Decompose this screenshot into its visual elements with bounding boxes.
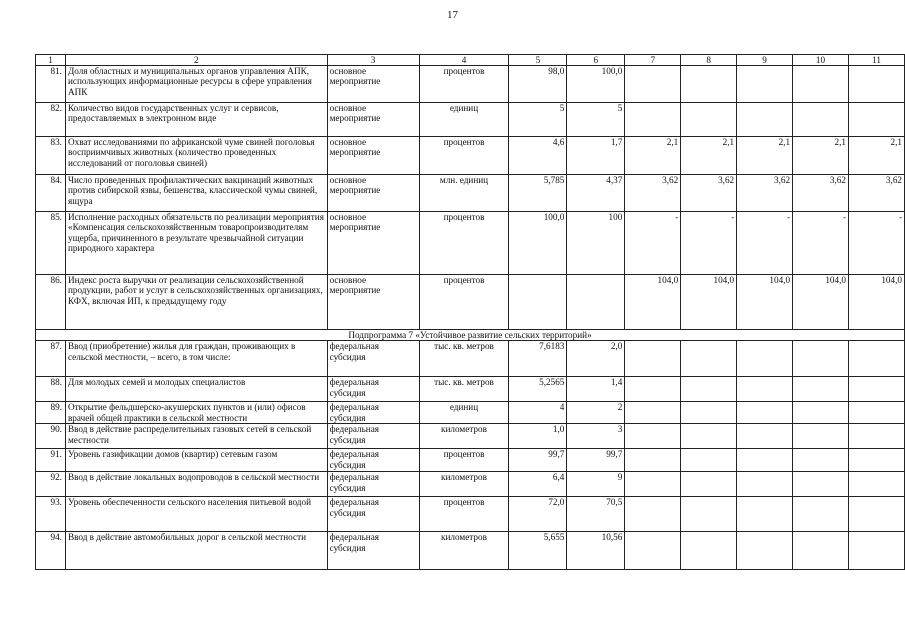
value-col-10 <box>793 103 849 137</box>
value-col-10: 2,1 <box>793 137 849 175</box>
row-number: 85. <box>36 212 66 275</box>
value-col-7: - <box>625 212 681 275</box>
value-col-9 <box>737 424 793 449</box>
indicator-name: Ввод в действие локальных водопроводов в сельской местности <box>65 472 327 497</box>
unit: процентов <box>419 449 509 472</box>
page-number: 17 <box>447 9 458 21</box>
value-col-11 <box>848 377 904 402</box>
indicator-name: Ввод в действие автомобильных дорог в сельской местности <box>65 532 327 570</box>
value-col-5: 6,4 <box>509 472 567 497</box>
indicator-name: Для молодых семей и молодых специалистов <box>65 377 327 402</box>
value-col-8: 3,62 <box>681 175 737 212</box>
value-col-5: 4 <box>509 402 567 424</box>
row-number: 86. <box>36 275 66 330</box>
unit: километров <box>419 424 509 449</box>
value-col-8 <box>681 377 737 402</box>
value-col-5: 100,0 <box>509 212 567 275</box>
value-col-9 <box>737 449 793 472</box>
table-row <box>36 341 905 377</box>
indicator-name: Доля областных и муниципальных органов управления АПК, использующих информационные ресурсы в сфере управления АПК <box>65 66 327 103</box>
value-col-8 <box>681 341 737 377</box>
value-col-10 <box>793 532 849 570</box>
row-number: 88. <box>36 377 66 402</box>
value-col-9: 2,1 <box>737 137 793 175</box>
value-col-8 <box>681 103 737 137</box>
indicator-name: Число проведенных профилактических вакцинаций животных против сибирской язвы, бешенства, классической чумы свиней, ящура <box>65 175 327 212</box>
value-col-6: 10,56 <box>567 532 625 570</box>
table-row <box>36 377 905 402</box>
measure-type: федеральная субсидия <box>327 449 419 472</box>
value-col-11 <box>848 402 904 424</box>
table-row <box>36 424 905 449</box>
indicators-table <box>35 54 905 570</box>
value-col-10 <box>793 341 849 377</box>
value-col-5: 72,0 <box>509 497 567 532</box>
header-cell: 7 <box>625 55 681 66</box>
value-col-5: 99,7 <box>509 449 567 472</box>
value-col-9: - <box>737 212 793 275</box>
header-cell: 6 <box>567 55 625 66</box>
value-col-5 <box>509 275 567 330</box>
value-col-8 <box>681 449 737 472</box>
row-number: 87. <box>36 341 66 377</box>
value-col-10 <box>793 497 849 532</box>
unit: единиц <box>419 103 509 137</box>
value-col-6: 5 <box>567 103 625 137</box>
indicator-name: Ввод (приобретение) жилья для граждан, проживающих в сельской местности, – всего, в том числе: <box>65 341 327 377</box>
value-col-11: 3,62 <box>848 175 904 212</box>
measure-type: федеральная субсидия <box>327 424 419 449</box>
value-col-11 <box>848 103 904 137</box>
row-number: 83. <box>36 137 66 175</box>
value-col-9 <box>737 472 793 497</box>
value-col-9 <box>737 402 793 424</box>
indicator-name: Уровень обеспеченности сельского населения питьевой водой <box>65 497 327 532</box>
row-number: 90. <box>36 424 66 449</box>
value-col-5: 4,6 <box>509 137 567 175</box>
measure-type: основное мероприятие <box>327 212 419 275</box>
value-col-5: 98,0 <box>509 66 567 103</box>
value-col-8 <box>681 472 737 497</box>
indicator-name: Открытие фельдшерско-акушерских пунктов и (или) офисов врачей общей практики в сельской местности <box>65 402 327 424</box>
value-col-10: 104,0 <box>793 275 849 330</box>
value-col-5: 5,2565 <box>509 377 567 402</box>
value-col-6: 1,7 <box>567 137 625 175</box>
unit: километров <box>419 532 509 570</box>
value-col-7 <box>625 424 681 449</box>
value-col-9 <box>737 377 793 402</box>
indicator-name: Количество видов государственных услуг и сервисов, предоставляемых в электронном виде <box>65 103 327 137</box>
unit: процентов <box>419 66 509 103</box>
value-col-6: 100 <box>567 212 625 275</box>
row-number: 92. <box>36 472 66 497</box>
measure-type: федеральная субсидия <box>327 402 419 424</box>
value-col-10 <box>793 402 849 424</box>
unit: единиц <box>419 402 509 424</box>
value-col-7 <box>625 449 681 472</box>
measure-type: основное мероприятие <box>327 137 419 175</box>
value-col-10 <box>793 66 849 103</box>
value-col-10: 3,62 <box>793 175 849 212</box>
measure-type: основное мероприятие <box>327 275 419 330</box>
unit: процентов <box>419 212 509 275</box>
table-row <box>36 137 905 175</box>
value-col-11 <box>848 341 904 377</box>
row-number: 91. <box>36 449 66 472</box>
value-col-7: 3,62 <box>625 175 681 212</box>
value-col-6: 2 <box>567 402 625 424</box>
value-col-10 <box>793 472 849 497</box>
value-col-7: 2,1 <box>625 137 681 175</box>
value-col-10 <box>793 377 849 402</box>
value-col-7 <box>625 402 681 424</box>
value-col-5: 5,655 <box>509 532 567 570</box>
value-col-11 <box>848 532 904 570</box>
header-cell: 1 <box>36 55 66 66</box>
value-col-11: 104,0 <box>848 275 904 330</box>
value-col-10 <box>793 449 849 472</box>
value-col-8 <box>681 402 737 424</box>
header-cell: 10 <box>793 55 849 66</box>
value-col-6: 99,7 <box>567 449 625 472</box>
value-col-10 <box>793 424 849 449</box>
value-col-7 <box>625 472 681 497</box>
value-col-5: 1,0 <box>509 424 567 449</box>
value-col-11: 2,1 <box>848 137 904 175</box>
value-col-10: - <box>793 212 849 275</box>
row-number: 84. <box>36 175 66 212</box>
measure-type: основное мероприятие <box>327 175 419 212</box>
value-col-7 <box>625 532 681 570</box>
value-col-11 <box>848 66 904 103</box>
value-col-8 <box>681 66 737 103</box>
measure-type: федеральная субсидия <box>327 341 419 377</box>
header-cell: 2 <box>65 55 327 66</box>
value-col-9 <box>737 341 793 377</box>
measure-type: федеральная субсидия <box>327 472 419 497</box>
value-col-5: 5 <box>509 103 567 137</box>
indicator-name: Индекс роста выручки от реализации сельскохозяйственной продукции, работ и услуг в сельскохозяйственных организациях, КФХ, включая ИП, к предыдущему году <box>65 275 327 330</box>
value-col-7 <box>625 341 681 377</box>
unit: процентов <box>419 275 509 330</box>
measure-type: федеральная субсидия <box>327 532 419 570</box>
unit: процентов <box>419 497 509 532</box>
measure-type: основное мероприятие <box>327 103 419 137</box>
header-cell: 11 <box>848 55 904 66</box>
table-row <box>36 532 905 570</box>
value-col-5: 7,6183 <box>509 341 567 377</box>
value-col-7 <box>625 103 681 137</box>
subprogram-row <box>36 330 905 341</box>
value-col-7 <box>625 497 681 532</box>
value-col-6: 4,37 <box>567 175 625 212</box>
indicator-name: Ввод в действие распределительных газовых сетей в сельской местности <box>65 424 327 449</box>
value-col-8 <box>681 497 737 532</box>
row-number: 94. <box>36 532 66 570</box>
table-row <box>36 402 905 424</box>
table-row <box>36 212 905 275</box>
row-number: 89. <box>36 402 66 424</box>
table-row <box>36 175 905 212</box>
value-col-11 <box>848 424 904 449</box>
table-row <box>36 497 905 532</box>
value-col-11 <box>848 497 904 532</box>
value-col-6 <box>567 275 625 330</box>
value-col-8: 2,1 <box>681 137 737 175</box>
value-col-9 <box>737 497 793 532</box>
unit: тыс. кв. метров <box>419 341 509 377</box>
subprogram-title: Подпрограмма 7 «Устойчивое развитие сельских территорий» <box>36 330 905 341</box>
value-col-6: 2,0 <box>567 341 625 377</box>
table-row <box>36 275 905 330</box>
value-col-11 <box>848 449 904 472</box>
value-col-11: - <box>848 212 904 275</box>
table-row <box>36 472 905 497</box>
value-col-5: 5,785 <box>509 175 567 212</box>
table-row <box>36 103 905 137</box>
value-col-6: 70,5 <box>567 497 625 532</box>
measure-type: федеральная субсидия <box>327 497 419 532</box>
value-col-6: 9 <box>567 472 625 497</box>
value-col-8 <box>681 532 737 570</box>
indicator-name: Уровень газификации домов (квартир) сетевым газом <box>65 449 327 472</box>
value-col-9: 3,62 <box>737 175 793 212</box>
unit: млн. единиц <box>419 175 509 212</box>
value-col-9: 104,0 <box>737 275 793 330</box>
value-col-9 <box>737 532 793 570</box>
value-col-9 <box>737 103 793 137</box>
table-row <box>36 449 905 472</box>
indicator-name: Охват исследованиями по африканской чуме свиней поголовья восприимчивых животных (количество проведенных исследований от поголовья свиней) <box>65 137 327 175</box>
measure-type: основное мероприятие <box>327 66 419 103</box>
value-col-7 <box>625 66 681 103</box>
value-col-7 <box>625 377 681 402</box>
row-number: 82. <box>36 103 66 137</box>
value-col-8: - <box>681 212 737 275</box>
value-col-7: 104,0 <box>625 275 681 330</box>
value-col-9 <box>737 66 793 103</box>
value-col-6: 100,0 <box>567 66 625 103</box>
header-cell: 4 <box>419 55 509 66</box>
header-cell: 3 <box>327 55 419 66</box>
measure-type: федеральная субсидия <box>327 377 419 402</box>
value-col-6: 3 <box>567 424 625 449</box>
header-cell: 8 <box>681 55 737 66</box>
unit: тыс. кв. метров <box>419 377 509 402</box>
unit: километров <box>419 472 509 497</box>
value-col-8 <box>681 424 737 449</box>
value-col-11 <box>848 472 904 497</box>
row-number: 81. <box>36 66 66 103</box>
value-col-8: 104,0 <box>681 275 737 330</box>
value-col-6: 1,4 <box>567 377 625 402</box>
header-cell: 5 <box>509 55 567 66</box>
unit: процентов <box>419 137 509 175</box>
header-cell: 9 <box>737 55 793 66</box>
table-row <box>36 66 905 103</box>
indicator-name: Исполнение расходных обязательств по реализации мероприятия «Компенсация сельскохозяйственным товаропроизводителям ущерба, причиненного в результате чрезвычайной ситуации природного характера <box>65 212 327 275</box>
row-number: 93. <box>36 497 66 532</box>
header-row <box>36 55 905 66</box>
